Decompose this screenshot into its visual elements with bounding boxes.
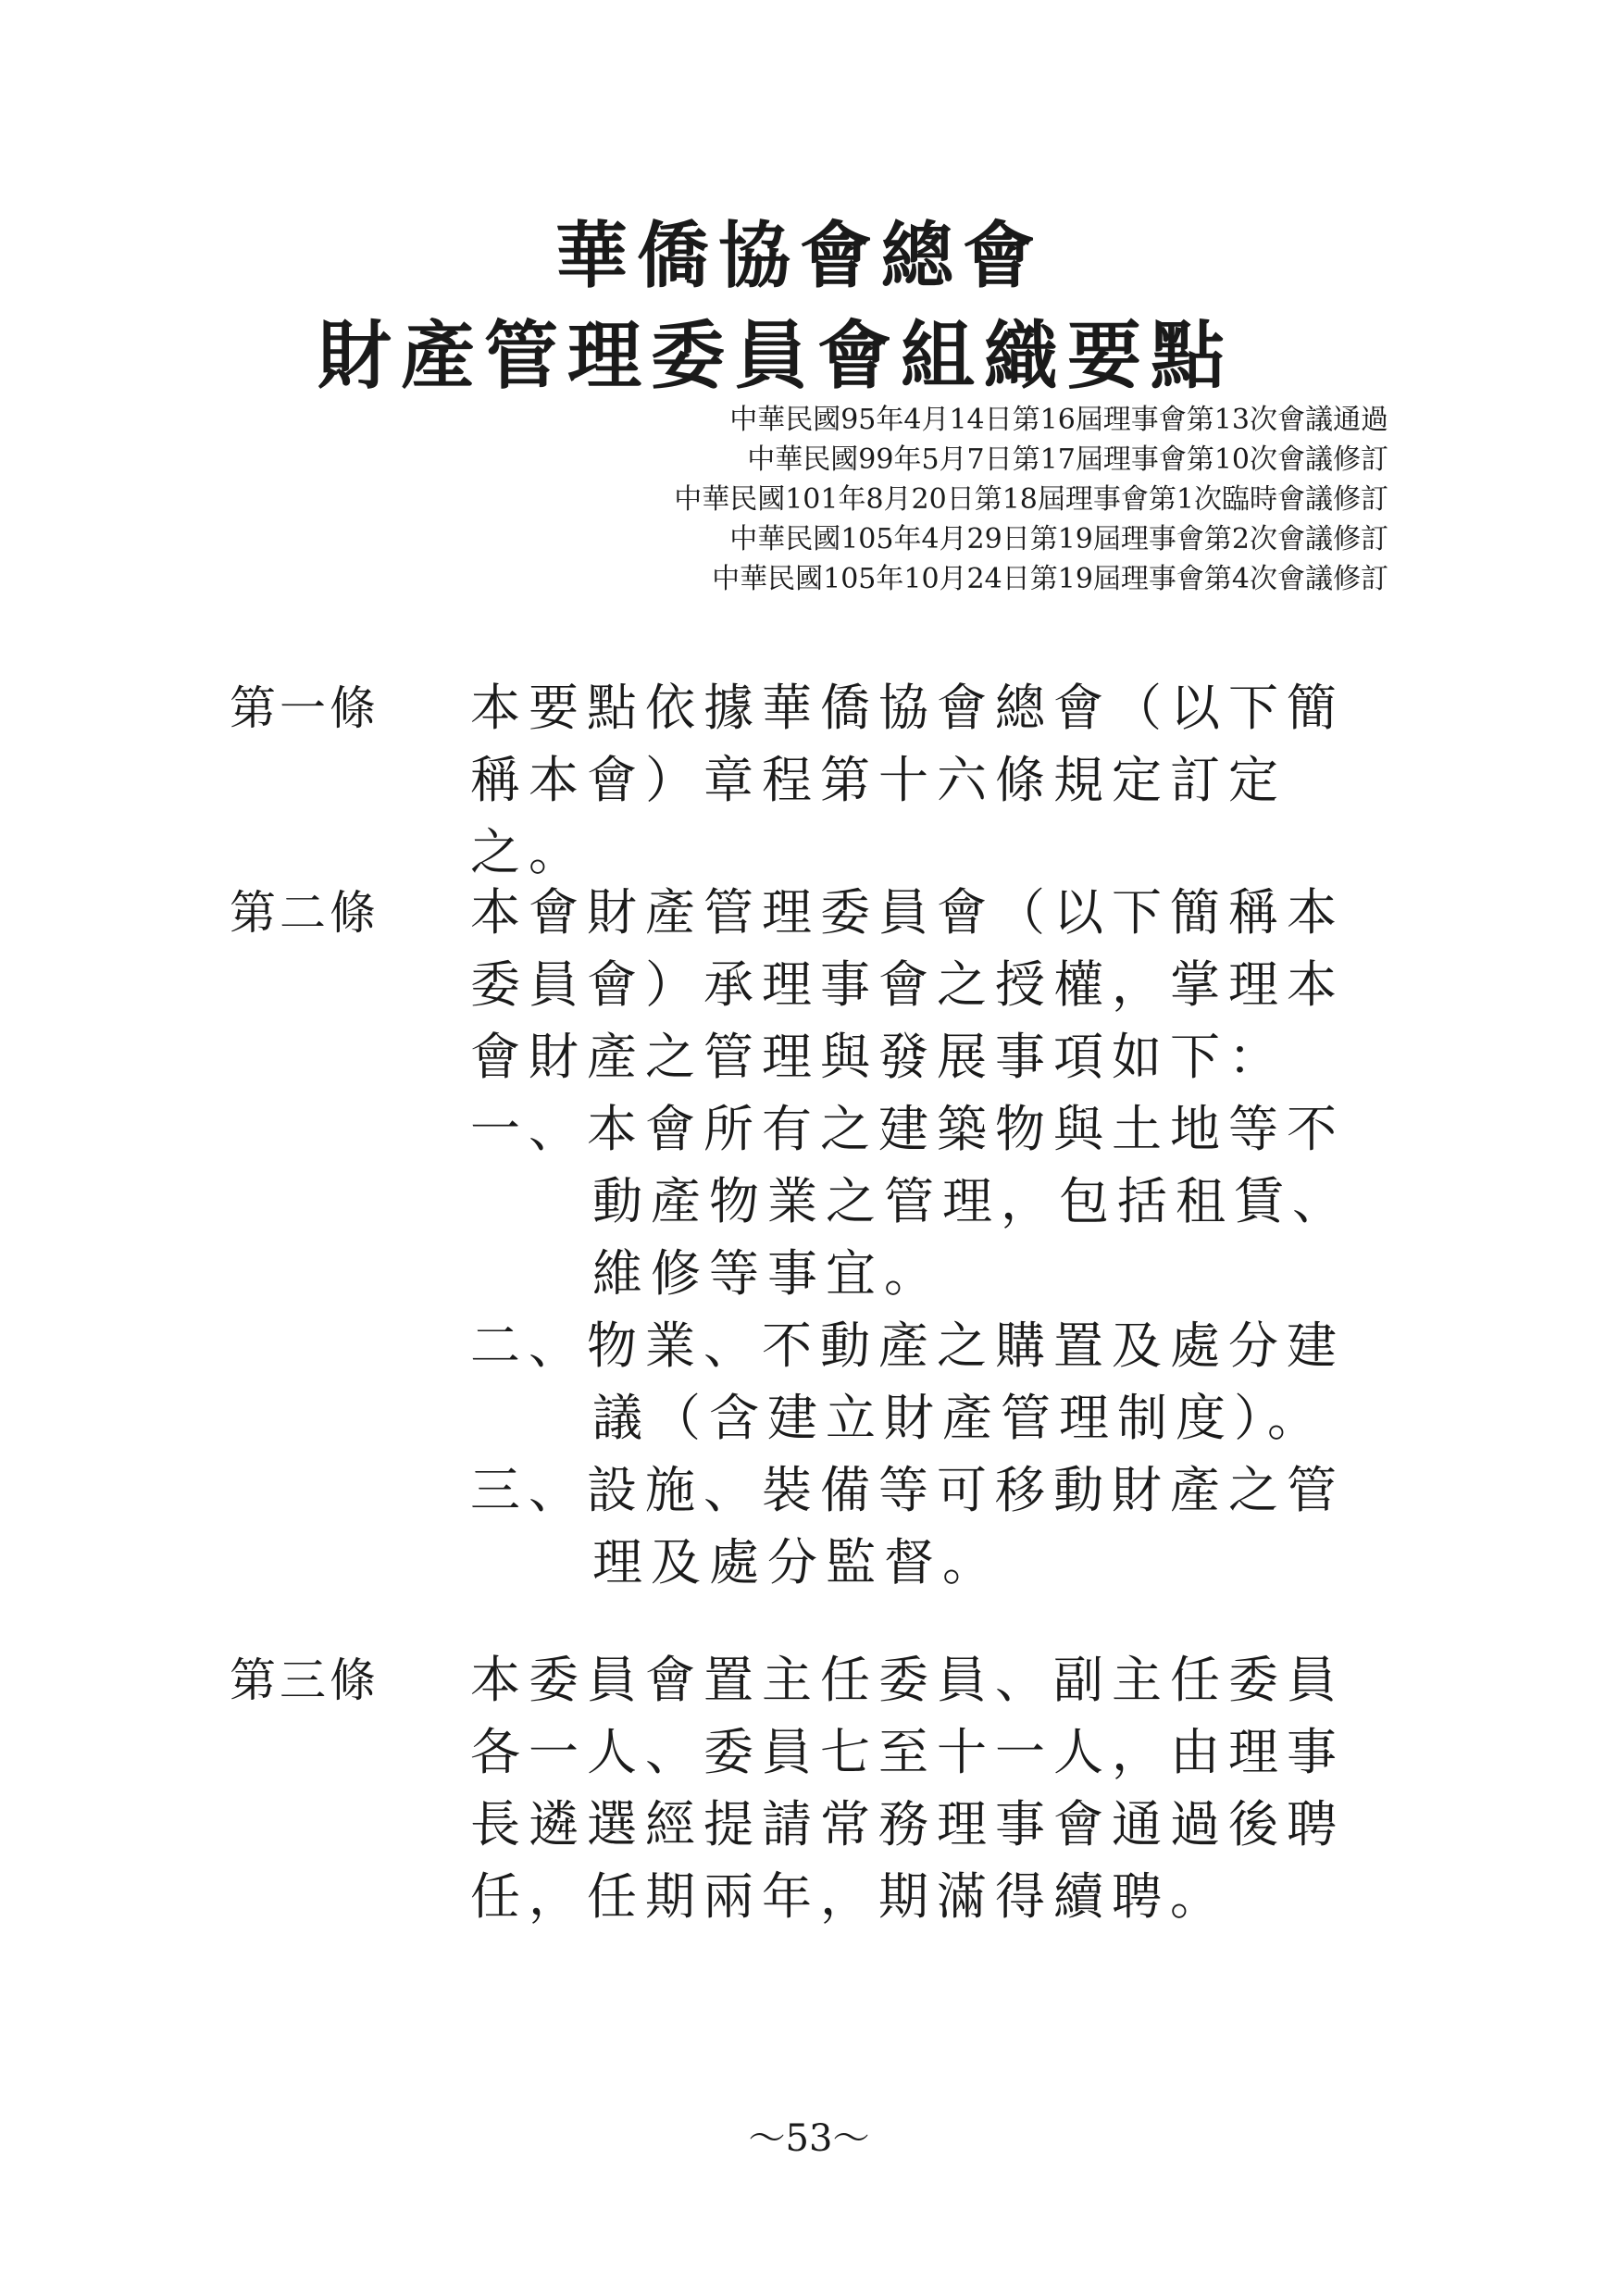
page-number: ～53～	[748, 2117, 870, 2160]
article-list-item: 三、設施、裝備等可移動財產之管理及處分監督。	[470, 1461, 1345, 1591]
article-list-item: 二、物業、不動產之購置及處分建議（含建立財產管理制度）。	[470, 1316, 1345, 1447]
history-line: 中華民國105年4月29日第19屆理事會第2次會議修訂	[729, 523, 1388, 555]
article-label: 第二條	[230, 886, 380, 940]
article-label: 第三條	[230, 1653, 380, 1707]
history-line: 中華民國99年5月7日第17屆理事會第10次會議修訂	[747, 443, 1388, 476]
article-body	[470, 877, 1396, 1599]
article-body	[470, 1644, 1396, 1933]
document-title: 財產管理委員會組織要點	[317, 313, 1234, 399]
history-line: 中華民國105年10月24日第19屆理事會第4次會議修訂	[712, 563, 1388, 595]
article-body	[470, 672, 1396, 889]
amendment-history	[674, 400, 1388, 599]
article-text: 本會財產管理委員會（以下簡稱本委員會）承理事會之授權，掌理本會財產之管理與發展事項如下：	[470, 883, 1345, 1086]
organization-title: 華僑協會總會	[554, 215, 1044, 298]
history-line: 中華民國95年4月14日第16屆理事會第13次會議通過	[729, 404, 1388, 436]
article-text: 本委員會置主任委員、副主任委員各一人、委員七至十一人，由理事長遴選經提請常務理事會通過後聘任，任期兩年，期滿得續聘。	[470, 1651, 1345, 1926]
article-list-item: 一、本會所有之建築物與土地等不動產物業之管理，包括租賃、維修等事宜。	[470, 1100, 1350, 1303]
article-text: 本要點依據華僑協會總會（以下簡稱本會）章程第十六條規定訂定之。	[470, 679, 1345, 881]
article-label: 第一條	[230, 681, 380, 735]
history-line: 中華民國101年8月20日第18屆理事會第1次臨時會議修訂	[674, 483, 1388, 516]
